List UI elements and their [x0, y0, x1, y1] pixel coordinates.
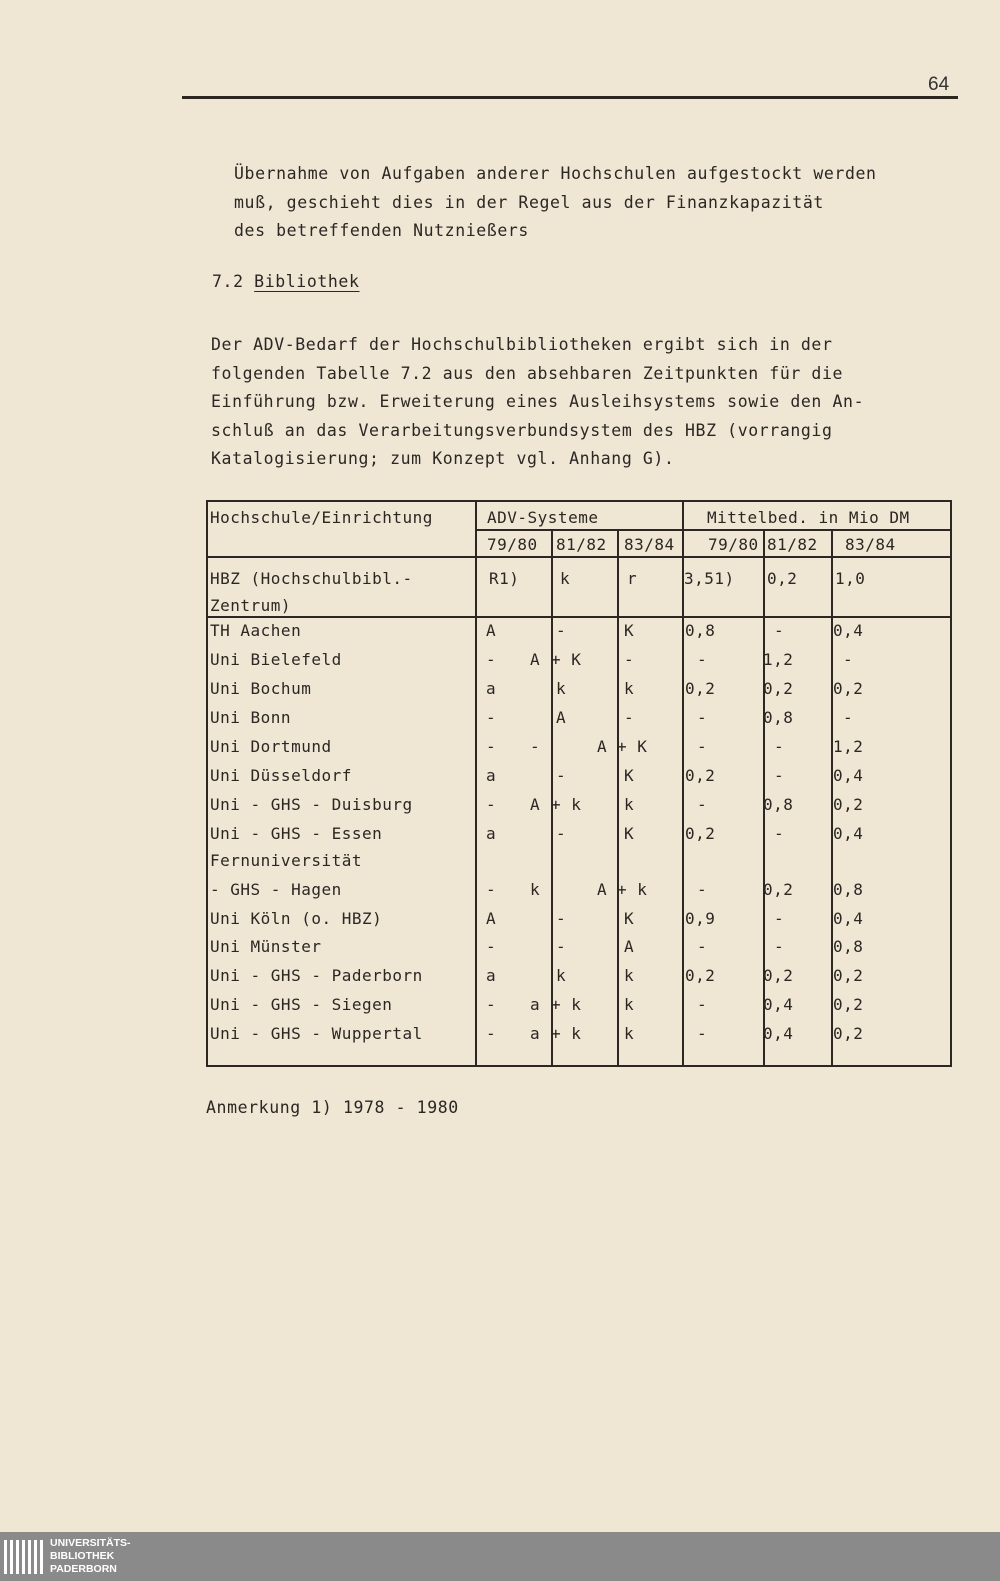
column-header-institution: Hochschule/Einrichtung [210, 508, 433, 527]
text-line: Katalogisierung; zum Konzept vgl. Anhang G). [211, 449, 675, 468]
text-line: folgenden Tabelle 7.2 aus den absehbaren Zeitpunkten für die [211, 363, 844, 383]
hbz-value: 3,51) [684, 569, 735, 588]
year-header: 79/80 [487, 535, 538, 554]
adv-cell: + K [551, 650, 582, 669]
money-8384-cell: - [843, 708, 854, 727]
money-8182-cell: 0,2 [763, 679, 794, 698]
year-header: 81/82 [556, 535, 607, 554]
section-title: Bibliothek [254, 272, 360, 291]
hbz-value: 1,0 [835, 569, 866, 588]
column-group-money: Mittelbed. in Mio DM [707, 508, 910, 527]
text-line: Einführung bzw. Erweiterung eines Ausleihsystems sowie den An- [211, 392, 865, 411]
money-7980-cell: - [697, 650, 708, 669]
adv-7980-cell: - [486, 1024, 497, 1043]
adv-8182-cell: a [530, 995, 541, 1014]
adv-8182-cell: a [530, 1024, 541, 1043]
adv-7980-cell: a [486, 766, 497, 785]
money-8384-cell: 1,2 [833, 737, 864, 756]
year-header: 81/82 [767, 535, 818, 554]
adv-7980-cell: A [486, 909, 497, 928]
money-7980-cell: 0,9 [685, 909, 716, 928]
adv-7980-cell: a [486, 966, 497, 985]
adv-7980-cell: a [486, 679, 497, 698]
table-row-name: Uni - GHS - Paderborn [210, 966, 423, 985]
column-group-adv: ADV-Systeme [487, 508, 599, 527]
money-8384-cell: 0,2 [833, 679, 864, 698]
money-7980-cell: 0,2 [685, 766, 716, 785]
adv-cell: A [624, 937, 635, 956]
library-footer [0, 1532, 1000, 1581]
money-8182-cell: 0,8 [763, 795, 794, 814]
money-8384-cell: 0,2 [833, 966, 864, 985]
table-row-name: Uni Köln (o. HBZ) [210, 909, 383, 928]
money-8384-cell: - [843, 650, 854, 669]
table-row-name: - GHS - Hagen [210, 880, 342, 899]
text-line: muß, geschieht dies in der Regel aus der Finanzkapazität [234, 192, 824, 212]
footer-line: PADERBORN [50, 1563, 117, 1575]
adv-cell: + k [551, 795, 582, 814]
adv-8182-cell: A [556, 708, 567, 727]
money-7980-cell: - [697, 995, 708, 1014]
adv-cell: K [624, 621, 635, 640]
money-8182-cell: 0,4 [763, 995, 794, 1014]
adv-cell: - [624, 708, 635, 727]
text-line: des betreffenden Nutznießers [234, 221, 529, 240]
hbz-name: HBZ (Hochschulbibl.- [210, 569, 413, 588]
adv-8182-cell: k [556, 966, 567, 985]
adv-8384-cell: k [624, 795, 635, 814]
year-header: 83/84 [624, 535, 675, 554]
adv-8182-cell: - [556, 909, 567, 928]
money-7980-cell: - [697, 1024, 708, 1043]
year-header: 83/84 [845, 535, 896, 554]
adv-8182-cell: k [530, 880, 541, 899]
adv-8182-cell: - [556, 766, 567, 785]
adv-8182-cell: k [556, 679, 567, 698]
adv-7980-cell: - [486, 708, 497, 727]
hbz-value: 0,2 [767, 569, 798, 588]
adv-cell: K [624, 824, 635, 843]
money-7980-cell: - [697, 937, 708, 956]
adv-8384-cell: k [624, 995, 635, 1014]
adv-7980-cell: - [486, 937, 497, 956]
money-8182-cell: 0,4 [763, 1024, 794, 1043]
adv-7980-cell: - [486, 995, 497, 1014]
adv-7980-cell: a [486, 824, 497, 843]
table-rule [950, 500, 952, 1067]
hbz-value: r [627, 569, 638, 588]
adv-cell: + k [551, 995, 582, 1014]
table-rule [206, 1065, 952, 1067]
table-rule [475, 500, 477, 1067]
table-rule [617, 529, 619, 1067]
text-line: Übernahme von Aufgaben anderer Hochschulen aufgestockt werden [234, 164, 877, 183]
table-row-name: Uni - GHS - Siegen [210, 995, 393, 1014]
page-number: 64 [928, 74, 950, 95]
money-8182-cell: 1,2 [763, 650, 794, 669]
adv-cell: A [597, 880, 608, 899]
table-row-name: Uni Dortmund [210, 737, 332, 756]
adv-8384-cell: + K [617, 737, 648, 756]
adv-8182-cell: - [556, 621, 567, 640]
table-rule [206, 500, 208, 1067]
money-8182-cell: - [774, 909, 785, 928]
adv-cell: k [624, 679, 635, 698]
money-8182-cell: - [774, 937, 785, 956]
text-line: Der ADV-Bedarf der Hochschulbibliotheken ergibt sich in der [211, 335, 833, 354]
year-header: 79/80 [708, 535, 759, 554]
table-rule [475, 529, 952, 531]
money-8182-cell: 0,2 [763, 880, 794, 899]
adv-8182-cell: A [530, 650, 541, 669]
money-8384-cell: 0,8 [833, 880, 864, 899]
money-8384-cell: 0,8 [833, 937, 864, 956]
money-7980-cell: - [697, 795, 708, 814]
adv-8182-cell: - [530, 737, 541, 756]
money-8384-cell: 0,2 [833, 995, 864, 1014]
section-number: 7.2 [212, 272, 244, 291]
library-label [50, 1537, 131, 1576]
adv-7980-cell: - [486, 737, 497, 756]
text-line: schluß an das Verarbeitungsverbundsystem des HBZ (vorrangig [211, 420, 833, 440]
adv-7980-cell: - [486, 650, 497, 669]
money-8182-cell: - [774, 824, 785, 843]
money-8384-cell: 0,2 [833, 1024, 864, 1043]
money-7980-cell: 0,2 [685, 679, 716, 698]
table-note: Anmerkung 1) 1978 - 1980 [206, 1098, 459, 1117]
adv-cell: K [624, 909, 635, 928]
money-8384-cell: 0,2 [833, 795, 864, 814]
money-8384-cell: 0,4 [833, 621, 864, 640]
header-rule [182, 96, 958, 99]
table-rule [206, 556, 952, 558]
table-row-name: Uni - GHS - Essen [210, 824, 383, 843]
table-row-name: TH Aachen [210, 621, 302, 640]
adv-8182-cell: A [530, 795, 541, 814]
adv-8182-cell: - [556, 937, 567, 956]
money-8384-cell: 0,4 [833, 909, 864, 928]
money-8384-cell: 0,4 [833, 824, 864, 843]
money-8182-cell: - [774, 621, 785, 640]
hbz-value: k [560, 569, 571, 588]
body-paragraph [211, 331, 864, 474]
money-8182-cell: - [774, 766, 785, 785]
table-row-name: Uni Bochum [210, 679, 312, 698]
money-7980-cell: 0,2 [685, 966, 716, 985]
adv-8384-cell: k [624, 1024, 635, 1043]
adv-8384-cell: + k [617, 880, 648, 899]
money-7980-cell: - [697, 737, 708, 756]
table-row-name: Fernuniversität [210, 851, 362, 870]
hbz-name: Zentrum) [210, 596, 292, 615]
hbz-value: R1) [489, 569, 520, 588]
money-7980-cell: - [697, 708, 708, 727]
table-row-name: Uni - GHS - Duisburg [210, 795, 413, 814]
adv-cell: A [597, 737, 608, 756]
adv-cell: + k [551, 1024, 582, 1043]
intro-paragraph [234, 160, 877, 246]
adv-8182-cell: - [556, 824, 567, 843]
adv-7980-cell: - [486, 880, 497, 899]
section-heading [212, 272, 360, 291]
library-logo-icon [4, 1540, 46, 1578]
money-7980-cell: - [697, 880, 708, 899]
footer-line: UNIVERSITÄTS- [50, 1537, 131, 1549]
table-row-name: Uni Bonn [210, 708, 292, 727]
money-7980-cell: 0,2 [685, 824, 716, 843]
adv-8384-cell: - [624, 650, 635, 669]
money-8182-cell: 0,2 [763, 966, 794, 985]
money-8384-cell: 0,4 [833, 766, 864, 785]
money-8182-cell: - [774, 737, 785, 756]
adv-cell: K [624, 766, 635, 785]
footer-line: BIBLIOTHEK [50, 1550, 115, 1562]
table-row-name: Uni Bielefeld [210, 650, 342, 669]
adv-cell: k [624, 966, 635, 985]
table-row-name: Uni Münster [210, 937, 322, 956]
money-7980-cell: 0,8 [685, 621, 716, 640]
adv-7980-cell: - [486, 795, 497, 814]
table-row-name: Uni - GHS - Wuppertal [210, 1024, 423, 1043]
money-8182-cell: 0,8 [763, 708, 794, 727]
table-row-name: Uni Düsseldorf [210, 766, 352, 785]
table-rule [206, 500, 952, 502]
adv-7980-cell: A [486, 621, 497, 640]
table-rule [206, 616, 952, 618]
